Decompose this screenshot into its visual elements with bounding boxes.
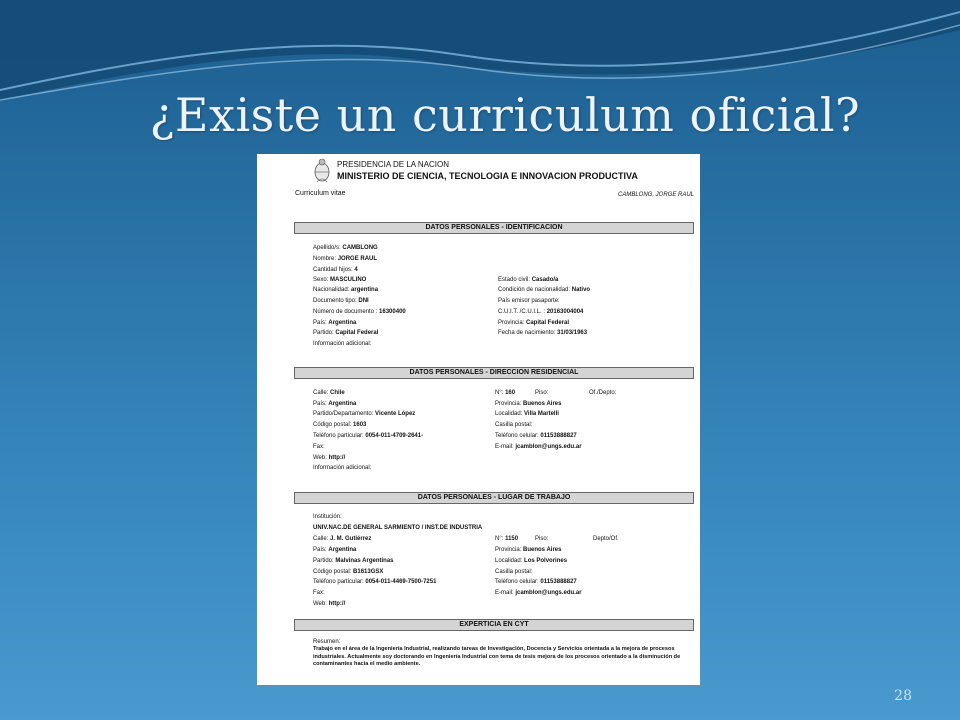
section-experticia-header: EXPERTICIA EN CYT [294,619,694,631]
field-partido: Partido: Malvinas Argentinas [313,558,394,564]
field-sexo: Sexo: MASCULINO [313,277,367,283]
header-presidencia: PRESIDENCIA DE LA NACION [337,160,450,169]
field-casilla: Casilla postal: [495,422,533,428]
field-email: E-mail: jcamblon@ungs.edu.ar [495,590,582,596]
field-provincia: Provincia: Buenos Aires [495,401,562,407]
field-piso: Piso: [535,390,549,396]
cv-name: CAMBLONG, JORGE RAUL [617,192,694,198]
field-partido: Partido/Departamento: Vicente López [313,411,416,417]
field-institucion-value: UNIV.NAC.DE GENERAL SARMIENTO / INST.DE INDUSTRIA [313,525,483,531]
field-email: E-mail: jcamblon@ungs.edu.ar [495,444,582,450]
section-trabajo-header: DATOS PERSONALES - LUGAR DE TRABAJO [294,492,694,504]
field-cuit: C.U.I.T. /C.U.I.L. : 20163004004 [498,309,584,315]
field-piso: Piso: [535,536,549,542]
field-pais: País: Argentina [313,547,357,553]
field-apellidos: Apellido/s: CAMBLONG [313,245,378,251]
field-celular: Teléfono celular: 01153888827 [495,433,577,439]
field-hijos: Cantidad hijos: 4 [313,267,358,273]
field-documento-numero: Número de documento : 16300400 [313,309,406,315]
curriculum-document [257,154,700,685]
field-condicion: Condición de nacionalidad: Nativo [498,287,591,293]
field-nacionalidad: Nacionalidad: argentina [313,287,379,293]
field-localidad: Localidad: Los Polvorines [495,558,568,564]
field-pais: País: Argentina [313,401,357,407]
field-casilla: Casilla postal: [495,569,533,575]
field-fax: Fax: [313,444,325,450]
field-info-adicional: Información adicional: [313,465,372,471]
section-identificacion-header: DATOS PERSONALES - IDENTIFICACION [294,222,694,234]
field-nombre: Nombre: JORGE RAUL [313,256,378,262]
field-documento-tipo: Documento tipo: DNI [313,298,369,304]
field-web: Web: http:// [313,455,346,461]
field-web: Web: http:// [313,601,346,607]
field-telefono: Teléfono particular: 0054-011-4709-2641- [313,433,424,439]
field-provincia: Provincia: Capital Federal [498,320,570,326]
field-calle: Calle: J. M. Gutiérrez [313,536,372,542]
page-number: 28 [894,688,912,704]
field-codigo-postal: Código postal: B1613GSX [313,569,384,575]
slide-title: ¿Existe un curriculum oficial? [149,88,861,142]
header-ministerio: MINISTERIO DE CIENCIA, TECNOLOGIA E INNOVACION PRODUCTIVA [337,171,638,181]
section-direccion-header: DATOS PERSONALES - DIRECCION RESIDENCIAL [294,367,694,379]
field-depto: Depto/Of. [593,536,619,542]
argentina-coat-of-arms-icon [313,158,331,184]
field-numero: N°: 160 [495,390,516,396]
field-celular: Teléfono celular: 01153888827 [495,579,577,585]
field-telefono: Teléfono particular: 0054-011-4469-7500-7251 [313,579,437,585]
field-info-adicional: Información adicional: [313,341,372,347]
field-resumen-label: Resumen: [313,639,341,645]
field-estado-civil: Estado civil: Casado/a [498,277,559,283]
field-fecha-nacimiento: Fecha de nacimiento: 31/03/1963 [498,330,588,336]
field-fax: Fax: [313,590,325,596]
field-resumen-text: Trabajo en el área de la Ingeniería Industrial, realizando tareas de Investigación, Docencia y Servicios orientada a la mejora de procesos industriales. Actualmente soy doctorando en Ingeniería Industrial con tema de tesis mejora de los procesos orientado a la disminución de contaminantes hacia el medio ambiente. [313,646,681,667]
field-calle: Calle: Chile [313,390,345,396]
field-partido: Partido: Capital Federal [313,330,379,336]
field-institucion-label: Institución: [313,514,342,520]
field-codigo-postal: Código postal: 1603 [313,422,367,428]
field-pasaporte: País emisor pasaporte: [498,298,560,304]
field-provincia: Provincia: Buenos Aires [495,547,562,553]
field-localidad: Localidad: Villa Martelli [495,411,559,417]
field-numero: N°: 1150 [495,536,519,542]
field-depto: Of./Depto: [589,390,617,396]
cv-label: Curriculum vitae [295,190,346,197]
field-pais: País: Argentina [313,320,357,326]
